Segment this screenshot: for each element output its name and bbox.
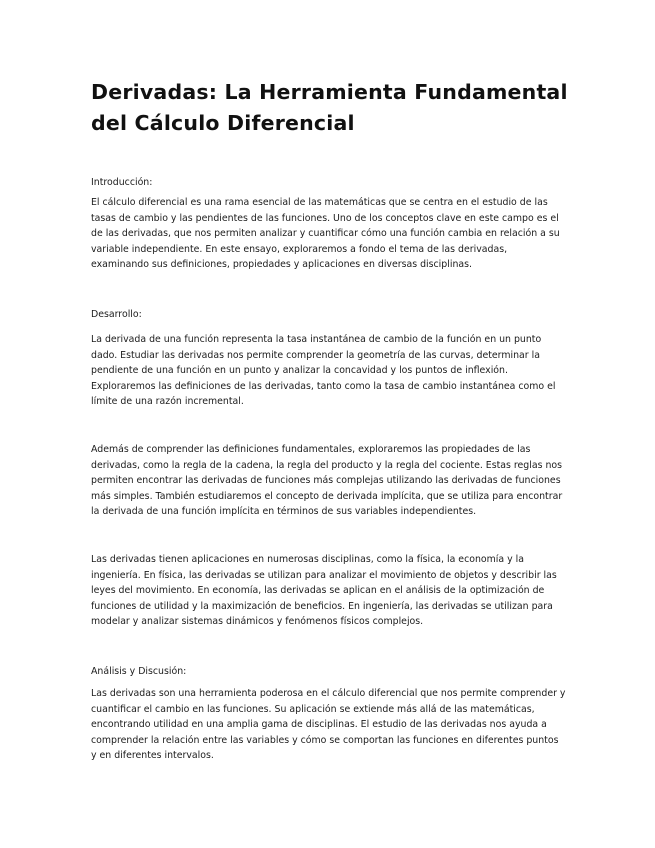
development-heading: Desarrollo: bbox=[91, 309, 142, 320]
intro-heading: Introducción: bbox=[91, 177, 153, 188]
document-title: Derivadas: La Herramienta Fundamental del Cálculo Diferencial bbox=[91, 80, 568, 135]
intro-paragraph: El cálculo diferencial es una rama esencial de las matemáticas que se centra en el estudio de las tasas de cambio y las pendientes de las funciones. Uno de los conceptos clave en este campo es el de las derivadas, que nos permiten analizar y cuantificar cómo una función cambia en relación a su variable independiente. En este ensayo, exploraremos a fondo el tema de las derivadas, examinando sus definiciones, propiedades y aplicaciones en diversas disciplinas. bbox=[91, 197, 560, 271]
analysis-heading: Análisis y Discusión: bbox=[91, 666, 187, 677]
development-paragraph-2: Además de comprender las definiciones fundamentales, exploraremos las propiedades de las derivadas, como la regla de la cadena, la regla del producto y la regla del cociente. Estas reglas nos permiten encontrar las derivadas de funciones más complejas utilizando las derivadas de funciones más simples. También estudiaremos el concepto de derivada implícita, que se utiliza para encontrar la derivada de una función implícita en términos de sus variables independientes. bbox=[91, 444, 563, 518]
development-paragraph-3: Las derivadas tienen aplicaciones en numerosas disciplinas, como la física, la economía y la ingeniería. En física, las derivadas se utilizan para analizar el movimiento de objetos y describir las leyes del movimiento. En economía, las derivadas se aplican en el análisis de la optimización de funciones de utilidad y la maximización de beneficios. En ingeniería, las derivadas se utilizan para modelar y analizar sistemas dinámicos y fenómenos físicos complejos. bbox=[91, 554, 557, 628]
analysis-paragraph: Las derivadas son una herramienta poderosa en el cálculo diferencial que nos permite comprender y cuantificar el cambio en las funciones. Su aplicación se extiende más allá de las matemáticas, encontrando utilidad en una amplia gama de disciplinas. El estudio de las derivadas nos ayuda a comprender la relación entre las variables y cómo se comportan las funciones en diferentes puntos y en diferentes intervalos. bbox=[91, 688, 566, 762]
development-paragraph-1: La derivada de una función representa la tasa instantánea de cambio de la función en un punto dado. Estudiar las derivadas nos permite comprender la geometría de las curvas, determinar la pendiente de una función en un punto y analizar la concavidad y los puntos de inflexión. Exploraremos las definiciones de las derivadas, tanto como la tasa de cambio instantánea como el límite de una razón incremental. bbox=[91, 334, 556, 408]
